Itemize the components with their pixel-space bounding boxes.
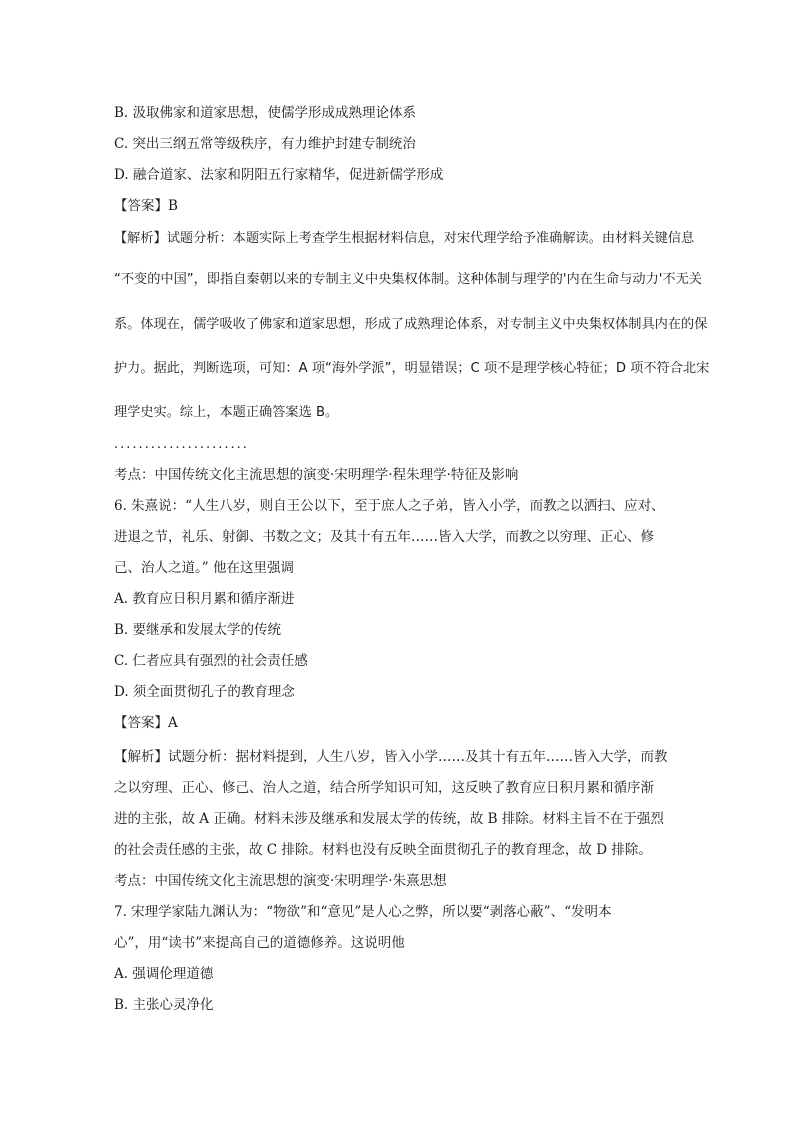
option-c-q6: C. 仁者应具有强烈的社会责任感 xyxy=(114,653,308,669)
analysis-q5-line-3: 系。体现在，儒学吸收了佛家和道家思想，形成了成熟理论体系，对专制主义中央集权体制具内在的保 xyxy=(114,317,708,332)
option-a-q7: A. 强调伦理道德 xyxy=(114,966,214,982)
option-d-q5: D. 融合道家、法家和阴阳五行家精华，促进新儒学形成 xyxy=(114,167,444,183)
analysis-q6-line-1: 【解析】试题分析：据材料提到，人生八岁，皆入小学……及其十有五年……皆入大学，而教 xyxy=(114,749,668,765)
question-7-line-1: 7. 宋理学家陆九渊认为：“物欲”和“意见”是人心之弊，所以要“剥落心蔽”、“发明本 xyxy=(114,904,612,920)
question-7-line-2: 心”，用“读书”来提高自己的道德修养。这说明他 xyxy=(114,935,405,951)
analysis-q5-line-4: 护力。据此，判断选项，可知：A 项“海外学派”，明显错误；C 项不是理学核心特征；D 项不符合北宋 xyxy=(114,361,710,376)
option-b-q5: B. 汲取佛家和道家思想，使儒学形成成熟理论体系 xyxy=(114,105,417,121)
answer-q6: 【答案】A xyxy=(114,715,178,731)
option-a-q6: A. 教育应日积月累和循序渐进 xyxy=(114,591,295,607)
option-b-q7: B. 主张心灵净化 xyxy=(114,997,214,1013)
kaodian-q6: 考点：中国传统文化主流思想的演变·宋明理学·朱熹思想 xyxy=(114,873,447,889)
option-d-q6: D. 须全面贯彻孔子的教育理念 xyxy=(114,684,295,700)
question-6-line-3: 己、治人之道。” 他在这里强调 xyxy=(114,560,294,576)
analysis-q6-line-3: 进的主张，故 A 正确。材料未涉及继承和发展太学的传统，故 B 排除。材料主旨不在于强烈 xyxy=(114,811,664,827)
analysis-q5-line-2: “不变的中国”，即指自秦朝以来的专制主义中央集权体制。这种体制与理学的'内在生命与动力'不无关 xyxy=(114,272,702,287)
question-6-line-1: 6. 朱熹说：“人生八岁，则自王公以下，至于庶人之子弟，皆入小学，而教之以洒扫、应对、 xyxy=(114,498,665,514)
analysis-q5-line-1: 【解析】试题分析：本题实际上考查学生根据材料信息，对宋代理学给予准确解读。由材料关键信息 xyxy=(114,231,695,246)
dotted-separator: ...................... xyxy=(114,437,249,452)
analysis-q6-line-2: 之以穷理、正心、修己、治人之道，结合所学知识可知，这反映了教育应日积月累和循序渐 xyxy=(114,780,654,796)
answer-q5: 【答案】B xyxy=(114,198,178,214)
kaodian-q5: 考点：中国传统文化主流思想的演变·宋明理学·程朱理学·特征及影响 xyxy=(114,467,519,483)
analysis-q5-line-5: 理学史实。综上，本题正确答案选 B。 xyxy=(114,405,339,420)
question-6-line-2: 进退之节，礼乐、射御、书数之文；及其十有五年……皆入大学，而教之以穷理、正心、修 xyxy=(114,529,654,545)
option-c-q5: C. 突出三纲五常等级秩序，有力维护封建专制统治 xyxy=(114,136,416,152)
option-b-q6: B. 要继承和发展太学的传统 xyxy=(114,622,282,638)
analysis-q6-line-4: 的社会责任感的主张，故 C 排除。材料也没有反映全面贯彻孔子的教育理念，故 D 排除。 xyxy=(114,842,652,858)
